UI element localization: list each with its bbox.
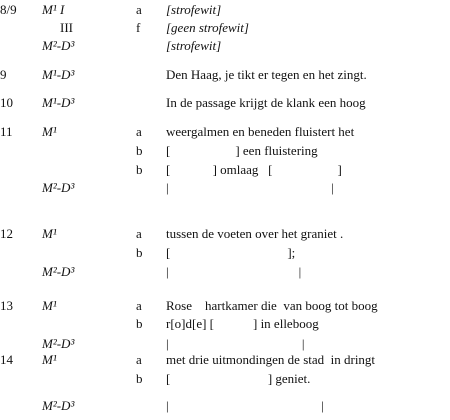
line-number: 9 bbox=[0, 67, 7, 82]
variant-letter: a bbox=[136, 352, 142, 367]
apparatus-row bbox=[0, 67, 450, 83]
apparatus-row bbox=[0, 38, 450, 54]
variant-letter: b bbox=[136, 316, 143, 331]
variant-text: tussen de voeten over het graniet . bbox=[166, 226, 344, 241]
apparatus-row bbox=[0, 180, 450, 196]
apparatus-row bbox=[0, 336, 450, 352]
apparatus-row bbox=[0, 124, 450, 140]
witness-siglum: M¹ bbox=[42, 352, 57, 367]
variant-text: r[o]d[e] [ ] in elleboog bbox=[166, 316, 319, 331]
apparatus-row bbox=[0, 398, 450, 414]
witness-siglum: M²-D³ bbox=[42, 38, 75, 53]
apparatus-row bbox=[0, 352, 450, 368]
variant-text: [ ]; bbox=[166, 245, 296, 260]
witness-siglum: M¹-D³ bbox=[42, 67, 75, 82]
variant-letter: a bbox=[136, 298, 142, 313]
apparatus-row bbox=[0, 264, 450, 280]
variant-text: | | bbox=[166, 336, 305, 351]
witness-siglum: M¹ bbox=[42, 226, 57, 241]
witness-siglum: M¹-D³ bbox=[42, 95, 75, 110]
variant-text: [ ] een fluistering bbox=[166, 143, 318, 158]
variant-text: Den Haag, je tikt er tegen en het zingt. bbox=[166, 67, 367, 82]
apparatus-row bbox=[0, 20, 450, 36]
apparatus-row bbox=[0, 298, 450, 314]
witness-siglum: M²-D³ bbox=[42, 264, 75, 279]
line-number: 11 bbox=[0, 124, 13, 139]
apparatus-row bbox=[0, 245, 450, 261]
witness-siglum: M²-D³ bbox=[42, 398, 75, 413]
variant-text: | | bbox=[166, 264, 302, 279]
apparatus-row bbox=[0, 226, 450, 242]
variant-letter: b bbox=[136, 245, 143, 260]
variant-text: [strofewit] bbox=[166, 2, 222, 17]
variant-text: [ ] omlaag [ ] bbox=[166, 162, 342, 177]
apparatus-row bbox=[0, 2, 450, 18]
apparatus-row bbox=[0, 371, 450, 387]
witness-siglum: M²-D³ bbox=[42, 180, 75, 195]
witness-siglum: M²-D³ bbox=[42, 336, 75, 351]
variant-text: In de passage krijgt de klank een hoog bbox=[166, 95, 366, 110]
witness-siglum: M¹ bbox=[42, 124, 57, 139]
variant-letter: b bbox=[136, 143, 143, 158]
apparatus-row bbox=[0, 162, 450, 178]
variant-letter: b bbox=[136, 162, 143, 177]
variant-letter: a bbox=[136, 226, 142, 241]
variant-text: [strofewit] bbox=[166, 38, 222, 53]
variant-text: | | bbox=[166, 180, 334, 195]
line-number: 8/9 bbox=[0, 2, 17, 17]
variant-letter: f bbox=[136, 20, 141, 35]
apparatus-row bbox=[0, 95, 450, 111]
line-number: 12 bbox=[0, 226, 13, 241]
witness-siglum: III bbox=[60, 20, 73, 35]
variant-text: met drie uitmondingen de stad in dringt bbox=[166, 352, 376, 367]
line-number: 14 bbox=[0, 352, 13, 367]
variant-letter: a bbox=[136, 124, 142, 139]
apparatus-row bbox=[0, 316, 450, 332]
variant-text: [ ] geniet. bbox=[166, 371, 311, 386]
line-number: 13 bbox=[0, 298, 13, 313]
variant-text: | | bbox=[166, 398, 324, 413]
witness-siglum: M¹ bbox=[42, 298, 57, 313]
witness-siglum: M¹ I bbox=[42, 2, 65, 17]
variant-text: Rose hartkamer die van boog tot boog bbox=[166, 298, 378, 313]
line-number: 10 bbox=[0, 95, 13, 110]
variant-text: weergalmen en beneden fluistert het bbox=[166, 124, 355, 139]
variant-text: [geen strofewit] bbox=[166, 20, 249, 35]
variant-letter: a bbox=[136, 2, 142, 17]
apparatus-row bbox=[0, 143, 450, 159]
variant-letter: b bbox=[136, 371, 143, 386]
